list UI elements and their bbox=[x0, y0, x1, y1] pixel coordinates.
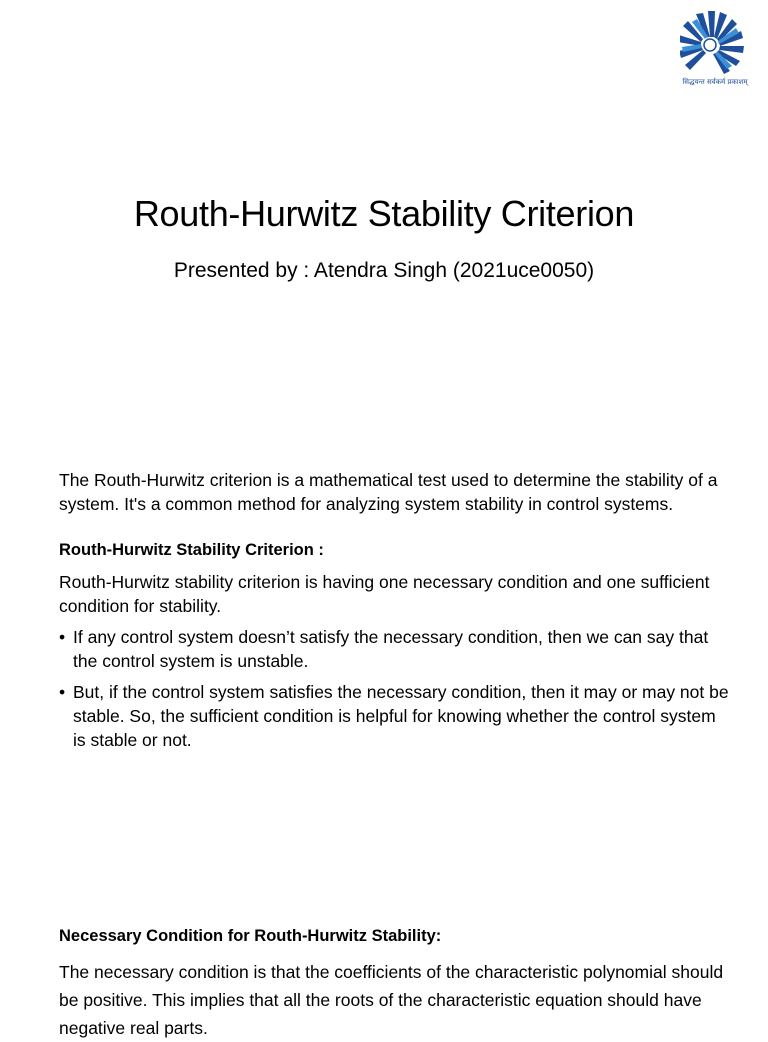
intro-paragraph: The Routh-Hurwitz criterion is a mathematical test used to determine the stability of a system. It's a common method for analyzing system stability in control systems. bbox=[59, 470, 718, 514]
content-body bbox=[59, 468, 729, 759]
section2-heading: Necessary Condition for Routh-Hurwitz Stability: bbox=[59, 926, 442, 945]
bullet-icon: • bbox=[59, 627, 66, 647]
bullet-item bbox=[59, 680, 729, 752]
slide-title: Routh-Hurwitz Stability Criterion bbox=[133, 193, 635, 234]
institute-emblem-icon bbox=[680, 8, 750, 76]
section1-paragraph: Routh-Hurwitz stability criterion is having one necessary condition and one sufficient condition for stability. bbox=[59, 572, 710, 616]
logo-caption: सिद्धयन्त सर्वकर्म प्रकाशम् bbox=[682, 78, 748, 86]
slide-subtitle: Presented by : Atendra Singh (2021uce0050) bbox=[173, 259, 595, 282]
bullet-text: But, if the control system satisfies the necessary condition, then it may or may not be stable. So, the sufficient condition is helpful for knowing whether the control system is stable or not. bbox=[73, 682, 729, 750]
section1-heading: Routh-Hurwitz Stability Criterion : bbox=[59, 541, 324, 559]
section1-bullet-list bbox=[59, 625, 729, 752]
institute-logo bbox=[680, 8, 750, 90]
section2 bbox=[59, 907, 729, 1042]
bullet-item bbox=[59, 625, 729, 673]
bullet-text: If any control system doesn’t satisfy the necessary condition, then we can say that the control system is unstable. bbox=[73, 627, 709, 671]
bullet-icon: • bbox=[59, 682, 66, 702]
section2-paragraph: The necessary condition is that the coefficients of the characteristic polynomial should be positive. This implies that all the roots of the characteristic equation should have negative real parts. bbox=[59, 961, 724, 1038]
